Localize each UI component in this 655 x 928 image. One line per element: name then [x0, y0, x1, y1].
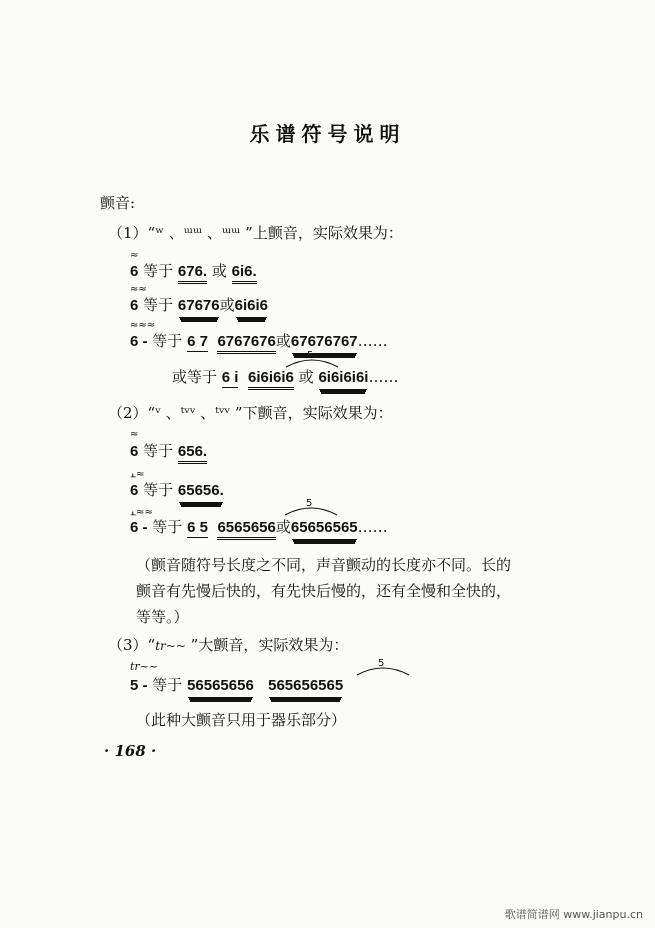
or: 或 [275, 518, 291, 536]
s1-row1 [130, 260, 257, 281]
tuplet-number: 5 [307, 350, 314, 361]
note: 5 - [130, 677, 148, 694]
ellipsis: …… [357, 518, 388, 536]
ellipsis: …… [368, 368, 399, 386]
sequence: 656. [178, 443, 207, 464]
lower-trill-intro [108, 402, 393, 423]
intro-text-d: ”上颤音，实际效果为： [240, 224, 403, 242]
note: 6 [130, 297, 139, 314]
note: 6 [130, 443, 139, 460]
equals: 等于 [147, 518, 188, 536]
wave-short-icon: ʷ [155, 224, 165, 242]
s1-row4 [172, 366, 398, 387]
equals: 等于 [138, 481, 178, 499]
or: 或 [207, 262, 232, 280]
note: 6 - [130, 333, 148, 350]
mordent-short-icon: ᵛ [155, 404, 161, 422]
s1-row2 [130, 294, 268, 315]
big-trill-intro [108, 634, 348, 655]
wave-medium-icon: ᵚᵚ [183, 224, 203, 242]
equals: 等于 [147, 332, 188, 350]
intro-text-end: ”大颤音，实际效果为： [185, 636, 349, 654]
sequence-c: 65656565 [290, 519, 358, 536]
trill-short-mark: ≈ [130, 250, 139, 261]
intro-text-b: 、 [160, 404, 181, 422]
sequence-b: 565656565 [268, 677, 344, 694]
s2-row3 [130, 516, 388, 537]
mordent-short-mark: ≈ [130, 429, 139, 440]
mordent-long-mark: ⫠≈≈ [130, 507, 153, 518]
trill-medium-mark: ≈≈ [130, 284, 147, 295]
mordent-long-icon: ᵗᵛᵛ [215, 404, 231, 422]
big-trill-note: （此种大颤音只用于器乐部分） [136, 711, 347, 729]
sequence-a: 6 5 [187, 519, 208, 536]
sequence-c: 67676767 [290, 333, 358, 350]
sequence-a: 6 i [221, 369, 239, 386]
intro-text-a: （1）“ [108, 224, 156, 242]
watermark: 歌谱简谱网 www.jianpu.cn [504, 908, 643, 921]
page-title: 乐谱符号说明 [249, 122, 406, 146]
sequence-c: 6i6i6i6i [318, 369, 369, 386]
intro-text-b: 、 [164, 224, 184, 242]
tr-mark: tr~~ [130, 660, 159, 673]
sequence-b: 6i6i6i6 [248, 369, 294, 390]
or: 或 [275, 332, 291, 350]
sequence-a: 56565656 [187, 677, 254, 694]
intro-text-a: （2）“ [108, 404, 156, 422]
tuplet-number: 5 [306, 498, 313, 509]
tr-icon: tr~~ [155, 639, 186, 653]
intro-text-d: ”下颤音，实际效果为： [230, 404, 393, 422]
trill-long-mark: ≈≈≈ [130, 320, 156, 331]
s2-row1 [130, 440, 207, 461]
equals: 等于 [138, 262, 178, 280]
sequence: 65656. [177, 482, 224, 499]
ellipsis: …… [357, 332, 388, 350]
sequence: 67676 [177, 297, 220, 314]
note: 6 - [130, 519, 148, 536]
intro-text-c: 、 [202, 224, 222, 242]
note-line-3: 等等。） [136, 608, 189, 626]
intro-text-c: 、 [195, 404, 216, 422]
sequence-b: 6565656 [217, 519, 275, 540]
sequence-a: 6 7 [187, 333, 208, 350]
page-number: · 168 · [104, 742, 157, 760]
note: 6 [130, 263, 139, 280]
tuplet-number: 5 [378, 658, 385, 669]
or: 或 [293, 368, 319, 386]
note-line-1: （颤音随符号长度之不同，声音颤动的长度亦不同。长的 [136, 556, 512, 574]
equals-alt: 或等于 [172, 368, 222, 386]
sequence-b: 6767676 [217, 333, 275, 354]
equals: 等于 [138, 442, 178, 460]
equals: 等于 [147, 676, 188, 694]
section-heading: 颤音: [100, 194, 136, 212]
sequence-alt: 6i6i6 [234, 297, 268, 314]
sequence: 676. [178, 263, 207, 284]
mordent-medium-icon: ᵗᵛᵛ [180, 404, 196, 422]
mordent-medium-mark: ⫠≈ [130, 469, 145, 480]
s2-row2 [130, 479, 224, 500]
s1-row3 [130, 330, 388, 351]
note: 6 [130, 482, 139, 499]
or: 或 [219, 296, 235, 314]
upper-trill-intro [108, 222, 403, 243]
equals: 等于 [138, 296, 178, 314]
sequence-alt: 6i6. [232, 263, 257, 284]
s3-row [130, 674, 343, 695]
wave-long-icon: ᵚᵚ [221, 224, 241, 242]
intro-text: （3）“ [108, 636, 156, 654]
note-line-2: 颤音有先慢后快的，有先快后慢的，还有全慢和全快的， [136, 582, 512, 600]
